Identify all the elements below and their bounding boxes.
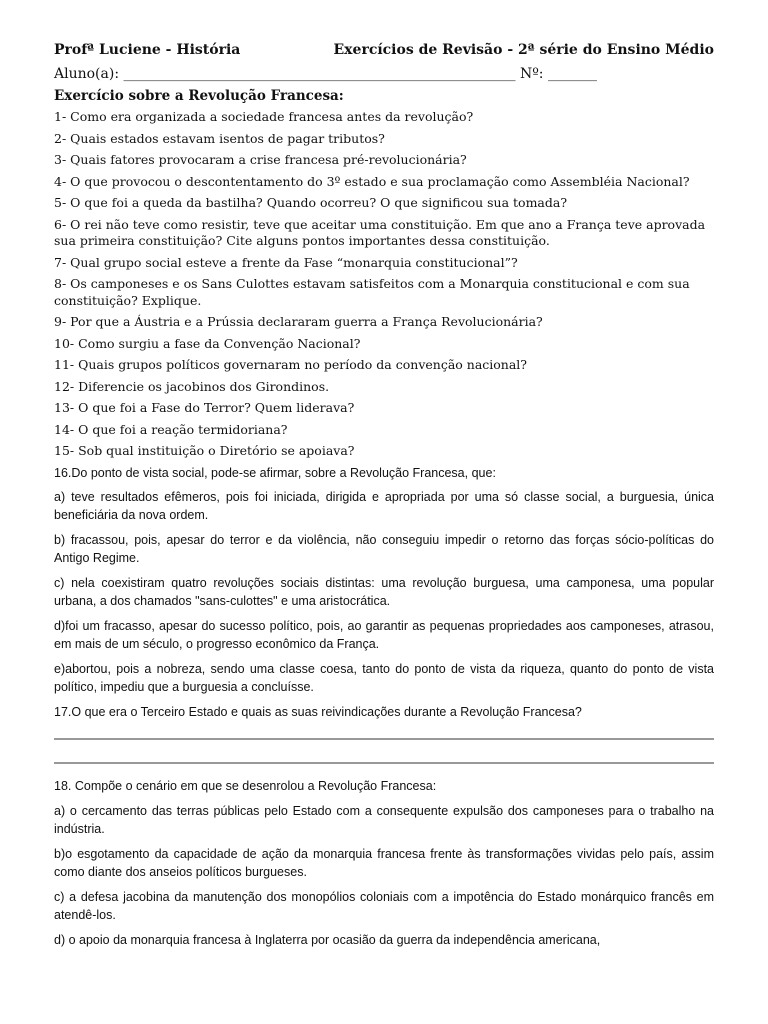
question-16-stem: 16.Do ponto de vista social, pode-se afirmar, sobre a Revolução Francesa, que: (54, 465, 496, 480)
question-8: 8- Os camponeses e os Sans Culottes estavam satisfeitos com a Monarquia constitucional e com sua constituição? Explique. (54, 276, 690, 308)
question-14: 14- O que foi a reação termidoriana? (54, 421, 288, 437)
question-11: 11- Quais grupos políticos governaram no período da convenção nacional? (54, 357, 528, 372)
q16-option-d: d)foi um fracasso, apesar do sucesso político, pois, ao garantir as pequenas propriedades aos camponeses, atrasou, em mais de um século, o progresso econômico da França. (54, 619, 714, 651)
question-4: 4- O que provocou o descontentamento do 3º estado e sua proclamação como Assembléia Nacional? (54, 173, 690, 189)
q16-option-e: e)abortou, pois a nobreza, sendo uma classe coesa, tanto do ponto de vista da riqueza, quanto do ponto de vista político, impediu que a burguesia a concluísse. (54, 662, 714, 694)
question-16 (54, 465, 714, 697)
q16-option-c: c) nela coexistiram quatro revoluções sociais distintas: uma revolução burguesa, uma camponesa, uma popular urbana, a dos chamados "sans-culottes" e uma aristocrática. (54, 576, 714, 608)
question-10: 10- Como surgiu a fase da Convenção Nacional? (54, 335, 361, 351)
question-1: 1- Como era organizada a sociedade francesa antes da revolução? (54, 109, 474, 124)
question-18-stem: 18. Compõe o cenário em que se desenrolou a Revolução Francesa: (54, 778, 437, 793)
question-7: 7- Qual grupo social esteve a frente da Fase “monarquia constitucional”? (54, 254, 518, 270)
document-page (54, 42, 714, 950)
question-2: 2- Quais estados estavam isentos de pagar tributos? (54, 130, 385, 146)
question-12: 12- Diferencie os jacobinos dos Girondinos. (54, 378, 330, 394)
question-13: 13- O que foi a Fase do Terror? Quem liderava? (54, 400, 355, 415)
q16-option-a: a) teve resultados efêmeros, pois foi iniciada, dirigida e apropriada por uma só classe social, a burguesia, única beneficiária da nova ordem. (54, 490, 714, 522)
student-line: Aluno(a): ________________________________________________________ Nº: _______ (54, 66, 597, 82)
header (54, 42, 714, 58)
teacher-name: Profª Luciene - História (54, 42, 241, 58)
question-17: 17.O que era o Terceiro Estado e quais as suas reivindicações durante a Revolução Francesa? (54, 705, 582, 719)
questions-list (54, 109, 714, 460)
question-9: 9- Por que a Áustria e a Prússia declararam guerra a França Revolucionária? (54, 314, 543, 329)
document-title: Exercícios de Revisão - 2ª série do Ensino Médio (333, 42, 714, 58)
q16-option-b: b) fracassou, pois, apesar do terror e da violência, não conseguiu impedir o retorno das forças sócio-políticas do Antigo Regime. (54, 533, 714, 565)
section-title: Exercício sobre a Revolução Francesa: (54, 88, 344, 104)
question-3: 3- Quais fatores provocaram a crise francesa pré-revolucionária? (54, 152, 467, 167)
q18-option-a: a) o cercamento das terras públicas pelo Estado com a consequente expulsão dos camponeses para o trabalho na indústria. (54, 804, 714, 836)
q18-option-b: b)o esgotamento da capacidade de ação da monarquia francesa frente às transformações vividas pelo país, assim como diante dos anseios políticos burgueses. (54, 847, 714, 879)
question-15: 15- Sob qual instituição o Diretório se apoiava? (54, 443, 355, 458)
question-5: 5- O que foi a queda da bastilha? Quando ocorreu? O que significou sua tomada? (54, 195, 568, 210)
question-6: 6- O rei não teve como resistir, teve que aceitar uma constituição. Em que ano a França teve aprovada sua primeira constituição? Cite alguns pontos importantes dessa constituição. (54, 216, 706, 248)
q18-option-c: c) a defesa jacobina da manutenção dos monopólios coloniais com a impotência do Estado monárquico francês em atendê-los. (54, 890, 714, 922)
question-18 (54, 778, 714, 950)
q18-option-d: d) o apoio da monarquia francesa à Inglaterra por ocasião da guerra da independência americana, (54, 933, 601, 947)
